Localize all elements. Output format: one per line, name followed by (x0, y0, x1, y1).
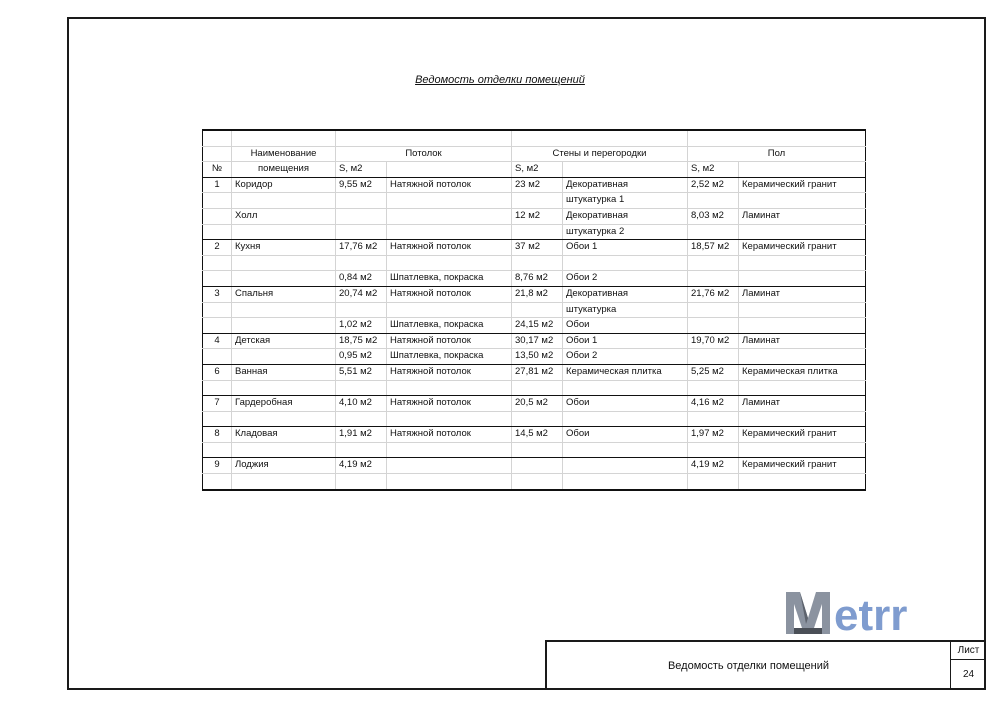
table-row (203, 208, 866, 224)
room-number (203, 411, 232, 427)
ceiling-area (336, 255, 387, 271)
floor-area (688, 318, 739, 334)
table-row (203, 177, 866, 193)
floor-type (739, 474, 866, 490)
room-number (203, 349, 232, 365)
ceiling-type: Натяжной потолок (387, 240, 512, 256)
ceiling-type (387, 442, 512, 458)
floor-area: 4,19 м2 (688, 458, 739, 474)
metrr-logo (782, 588, 962, 638)
walls-type: Обои 1 (563, 240, 688, 256)
floor-area (688, 380, 739, 396)
floor-area: 2,52 м2 (688, 177, 739, 193)
ceiling-area: 1,02 м2 (336, 318, 387, 334)
floor-type (739, 193, 866, 209)
table-row (203, 442, 866, 458)
floor-area (688, 411, 739, 427)
floor-type (739, 255, 866, 271)
room-number (203, 442, 232, 458)
header-ceiling: Потолок (336, 146, 512, 162)
walls-area: 20,5 м2 (512, 396, 563, 412)
title-block-name: Ведомость отделки помещений (667, 660, 830, 672)
floor-area (688, 255, 739, 271)
room-name (232, 224, 336, 240)
ceiling-area (336, 442, 387, 458)
table-row (203, 349, 866, 365)
finishing-schedule-table (202, 129, 866, 491)
walls-type (563, 411, 688, 427)
ceiling-area (336, 193, 387, 209)
floor-area: 18,57 м2 (688, 240, 739, 256)
ceiling-type: Натяжной потолок (387, 396, 512, 412)
floor-type: Ламинат (739, 286, 866, 302)
walls-area (512, 302, 563, 318)
header-cell (203, 146, 232, 162)
ceiling-area: 0,84 м2 (336, 271, 387, 287)
walls-area: 30,17 м2 (512, 333, 563, 349)
room-number: 9 (203, 458, 232, 474)
walls-type: Обои (563, 427, 688, 443)
floor-type: Керамический гранит (739, 240, 866, 256)
walls-type (563, 474, 688, 490)
header-row-blank (203, 130, 866, 146)
ceiling-area: 5,51 м2 (336, 364, 387, 380)
table-row (203, 427, 866, 443)
title-block (545, 640, 986, 690)
room-name: Спальня (232, 286, 336, 302)
floor-type (739, 224, 866, 240)
walls-type: Керамическая плитка (563, 364, 688, 380)
room-name (232, 318, 336, 334)
table-row (203, 411, 866, 427)
walls-type: штукатурка (563, 302, 688, 318)
ceiling-type: Натяжной потолок (387, 333, 512, 349)
room-name (232, 302, 336, 318)
header-name-line2: помещения (232, 162, 336, 178)
room-name (232, 271, 336, 287)
floor-type (739, 271, 866, 287)
room-name (232, 442, 336, 458)
table-row (203, 396, 866, 412)
walls-area: 23 м2 (512, 177, 563, 193)
room-number: 8 (203, 427, 232, 443)
floor-area: 19,70 м2 (688, 333, 739, 349)
room-number: 4 (203, 333, 232, 349)
room-name (232, 349, 336, 365)
table-row (203, 286, 866, 302)
floor-area: 8,03 м2 (688, 208, 739, 224)
room-name: Детская (232, 333, 336, 349)
room-name: Кухня (232, 240, 336, 256)
header-row-groups (203, 146, 866, 162)
floor-type: Ламинат (739, 396, 866, 412)
ceiling-area (336, 411, 387, 427)
walls-area: 27,81 м2 (512, 364, 563, 380)
ceiling-area (336, 302, 387, 318)
header-cell (336, 130, 512, 146)
floor-area (688, 271, 739, 287)
walls-type: Обои (563, 396, 688, 412)
room-number (203, 208, 232, 224)
floor-type: Керамический гранит (739, 427, 866, 443)
floor-area (688, 442, 739, 458)
floor-type (739, 302, 866, 318)
ceiling-area: 20,74 м2 (336, 286, 387, 302)
floor-type (739, 349, 866, 365)
room-number (203, 255, 232, 271)
ceiling-area (336, 224, 387, 240)
walls-type: Обои 2 (563, 271, 688, 287)
table-row (203, 364, 866, 380)
table-row (203, 318, 866, 334)
walls-area (512, 224, 563, 240)
walls-area: 13,50 м2 (512, 349, 563, 365)
floor-area (688, 224, 739, 240)
table-row (203, 474, 866, 490)
floor-area (688, 474, 739, 490)
sheet-label: Лист (951, 642, 986, 660)
floor-area (688, 302, 739, 318)
room-number: 7 (203, 396, 232, 412)
table-row (203, 302, 866, 318)
room-number: 3 (203, 286, 232, 302)
room-number (203, 474, 232, 490)
header-walls: Стены и перегородки (512, 146, 688, 162)
ceiling-area (336, 380, 387, 396)
walls-type: Декоративная (563, 208, 688, 224)
room-number (203, 318, 232, 334)
ceiling-area: 1,91 м2 (336, 427, 387, 443)
ceiling-area (336, 474, 387, 490)
ceiling-type: Натяжной потолок (387, 364, 512, 380)
walls-area (512, 411, 563, 427)
ceiling-type (387, 411, 512, 427)
ceiling-type: Натяжной потолок (387, 177, 512, 193)
header-cell (203, 130, 232, 146)
ceiling-area: 18,75 м2 (336, 333, 387, 349)
room-number (203, 271, 232, 287)
ceiling-type (387, 302, 512, 318)
room-name: Гардеробная (232, 396, 336, 412)
walls-type: Обои (563, 318, 688, 334)
header-num: № (203, 162, 232, 178)
walls-area (512, 474, 563, 490)
ceiling-area: 0,95 м2 (336, 349, 387, 365)
walls-area: 8,76 м2 (512, 271, 563, 287)
ceiling-area (336, 208, 387, 224)
ceiling-type (387, 255, 512, 271)
room-number (203, 193, 232, 209)
ceiling-type (387, 208, 512, 224)
walls-area: 24,15 м2 (512, 318, 563, 334)
ceiling-area: 9,55 м2 (336, 177, 387, 193)
room-name (232, 474, 336, 490)
ceiling-type (387, 224, 512, 240)
floor-area: 21,76 м2 (688, 286, 739, 302)
floor-area: 1,97 м2 (688, 427, 739, 443)
table-row (203, 255, 866, 271)
walls-type: Обои 1 (563, 333, 688, 349)
header-row-units (203, 162, 866, 178)
room-name: Коридор (232, 177, 336, 193)
floor-area (688, 193, 739, 209)
room-name (232, 255, 336, 271)
ceiling-type (387, 474, 512, 490)
floor-type: Керамический гранит (739, 458, 866, 474)
table-row (203, 380, 866, 396)
floor-type (739, 318, 866, 334)
walls-type: Декоративная (563, 286, 688, 302)
ceiling-type: Шпатлевка, покраска (387, 271, 512, 287)
document-title: Ведомость отделки помещений (415, 74, 585, 86)
floor-type: Керамическая плитка (739, 364, 866, 380)
room-name: Лоджия (232, 458, 336, 474)
ceiling-type (387, 193, 512, 209)
header-cell (512, 130, 688, 146)
ceiling-area: 4,19 м2 (336, 458, 387, 474)
ceiling-area: 4,10 м2 (336, 396, 387, 412)
ceiling-type: Шпатлевка, покраска (387, 349, 512, 365)
header-cell (563, 162, 688, 178)
walls-type (563, 458, 688, 474)
floor-type: Керамический гранит (739, 177, 866, 193)
walls-area (512, 193, 563, 209)
header-cell (688, 130, 866, 146)
floor-type (739, 411, 866, 427)
floor-area: 5,25 м2 (688, 364, 739, 380)
floor-area: 4,16 м2 (688, 396, 739, 412)
room-name: Кладовая (232, 427, 336, 443)
room-name (232, 380, 336, 396)
floor-type: Ламинат (739, 208, 866, 224)
ceiling-type: Натяжной потолок (387, 427, 512, 443)
room-name: Холл (232, 208, 336, 224)
table-row (203, 240, 866, 256)
walls-area: 37 м2 (512, 240, 563, 256)
header-name-line1: Наименование (232, 146, 336, 162)
header-cell (387, 162, 512, 178)
table-row (203, 458, 866, 474)
floor-area (688, 349, 739, 365)
sheet-number: 24 (962, 669, 975, 680)
room-number: 1 (203, 177, 232, 193)
header-floor-area: S, м2 (688, 162, 739, 178)
table-row (203, 271, 866, 287)
room-name (232, 411, 336, 427)
ceiling-area: 17,76 м2 (336, 240, 387, 256)
header-cell (232, 130, 336, 146)
floor-type: Ламинат (739, 333, 866, 349)
ceiling-type: Натяжной потолок (387, 286, 512, 302)
walls-type (563, 442, 688, 458)
sheet-box (950, 642, 986, 690)
svg-text:etrr: etrr (834, 591, 908, 638)
walls-type (563, 380, 688, 396)
walls-area (512, 458, 563, 474)
floor-type (739, 380, 866, 396)
walls-area: 21,8 м2 (512, 286, 563, 302)
room-number: 2 (203, 240, 232, 256)
header-ceiling-area: S, м2 (336, 162, 387, 178)
walls-area (512, 255, 563, 271)
ceiling-type (387, 458, 512, 474)
room-name (232, 193, 336, 209)
table-row (203, 193, 866, 209)
floor-type (739, 442, 866, 458)
walls-type: штукатурка 2 (563, 224, 688, 240)
walls-type (563, 255, 688, 271)
room-number (203, 380, 232, 396)
table-row (203, 333, 866, 349)
header-floor: Пол (688, 146, 866, 162)
room-number: 6 (203, 364, 232, 380)
header-cell (739, 162, 866, 178)
table-row (203, 224, 866, 240)
walls-area (512, 380, 563, 396)
walls-type: штукатурка 1 (563, 193, 688, 209)
walls-area (512, 442, 563, 458)
ceiling-type: Шпатлевка, покраска (387, 318, 512, 334)
room-number (203, 224, 232, 240)
room-number (203, 302, 232, 318)
walls-area: 12 м2 (512, 208, 563, 224)
walls-area: 14,5 м2 (512, 427, 563, 443)
header-walls-area: S, м2 (512, 162, 563, 178)
walls-type: Декоративная (563, 177, 688, 193)
ceiling-type (387, 380, 512, 396)
walls-type: Обои 2 (563, 349, 688, 365)
room-name: Ванная (232, 364, 336, 380)
